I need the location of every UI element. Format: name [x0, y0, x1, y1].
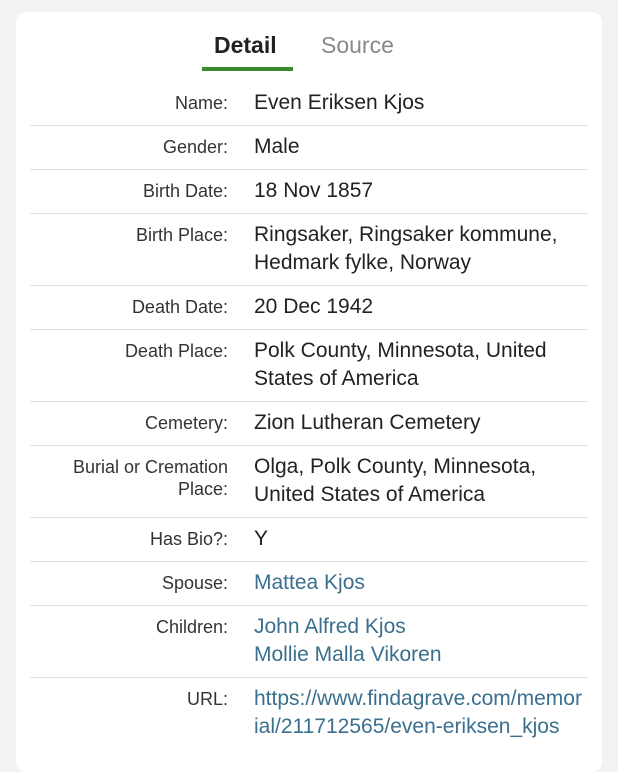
field-value: 20 Dec 1942	[254, 295, 374, 318]
tab-source[interactable]: Source	[321, 32, 394, 58]
field-row-name	[30, 82, 588, 126]
field-row-gender	[30, 126, 588, 170]
field-row-cemetery	[30, 402, 588, 446]
field-row-birth-place	[30, 214, 588, 286]
field-row-url	[30, 678, 588, 749]
field-label: Cemetery:	[144, 413, 228, 433]
field-value: Olga, Polk County, Minnesota, United States of America	[254, 455, 537, 506]
field-value: Male	[254, 135, 300, 158]
field-value: Y	[254, 527, 269, 550]
field-row-spouse	[30, 562, 588, 606]
field-row-burial-place	[30, 446, 588, 518]
tab-bar	[16, 12, 602, 72]
field-row-death-date	[30, 286, 588, 330]
field-label: Has Bio?:	[149, 529, 228, 549]
spouse-link[interactable]: Mattea Kjos	[254, 571, 365, 594]
field-label: Birth Date:	[142, 181, 228, 201]
record-detail-card	[16, 12, 602, 772]
field-value: Zion Lutheran Cemetery	[254, 411, 481, 434]
field-label: Birth Place:	[135, 225, 228, 245]
field-value: Polk County, Minnesota, United States of America	[254, 339, 547, 390]
field-value: Even Eriksen Kjos	[254, 91, 425, 114]
field-label: Death Date:	[131, 297, 228, 317]
field-row-children	[30, 606, 588, 678]
children-list	[254, 613, 584, 669]
field-label: Gender:	[162, 137, 228, 157]
tab-detail[interactable]: Detail	[214, 32, 277, 58]
url-link[interactable]: https://www.findagrave.com/memorial/211712565/even-eriksen_kjos	[254, 687, 582, 738]
child-link[interactable]: Mollie Malla Vikoren	[254, 643, 442, 666]
field-row-has-bio	[30, 518, 588, 562]
field-label: Name:	[174, 93, 228, 113]
field-value: 18 Nov 1857	[254, 179, 374, 202]
field-label: Children:	[155, 617, 228, 637]
field-row-birth-date	[30, 170, 588, 214]
field-label: Burial or Cremation Place:	[72, 457, 228, 499]
record-fields	[30, 82, 588, 749]
field-value: Ringsaker, Ringsaker kommune, Hedmark fylke, Norway	[254, 223, 558, 274]
field-label: URL:	[186, 689, 228, 709]
active-tab-indicator	[202, 67, 293, 71]
field-label: Death Place:	[124, 341, 228, 361]
field-label: Spouse:	[161, 573, 228, 593]
child-link[interactable]: John Alfred Kjos	[254, 615, 406, 638]
field-row-death-place	[30, 330, 588, 402]
